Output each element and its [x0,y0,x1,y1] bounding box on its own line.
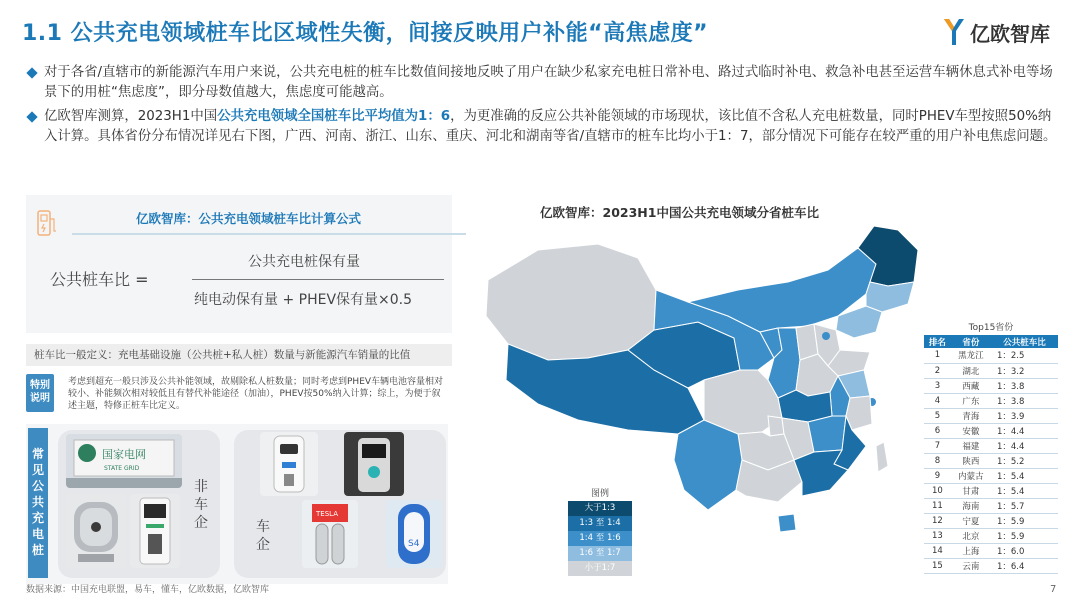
s4-text: S4 [408,539,420,549]
cell-province: 福建 [951,438,991,453]
cell-ratio: 1：3.8 [991,378,1058,393]
legend-item [568,516,632,531]
map-title: 亿欧智库：2023H1中国公共充电领域分省桩车比 [540,205,819,220]
non-automaker-label [192,478,210,532]
table-row [924,408,1058,423]
table-row [924,423,1058,438]
table-row [924,438,1058,453]
ranking-header-row [924,335,1058,348]
state-grid-station-photo [66,434,182,488]
cell-province: 安徽 [951,423,991,438]
ranking-table [924,320,1058,574]
province-hainan [778,514,796,532]
cell-ratio: 1：3.9 [991,408,1058,423]
formula-denominator: 纯电动保有量 + PHEV保有量×0.5 [194,292,413,308]
cell-ratio: 1：2.5 [991,348,1058,363]
cell-rank: 8 [924,453,951,468]
cell-province: 陕西 [951,453,991,468]
province-jiangxi [808,416,846,452]
automaker-label-text: 车企 [256,519,270,553]
state-grid-sign-en: STATE GRID [104,465,140,472]
table-row [924,483,1058,498]
province-taiwan [876,442,888,472]
province-yunnan [674,420,742,510]
cell-ratio: 1：5.9 [991,528,1058,543]
cell-rank: 3 [924,378,951,393]
special-text: 考虑到超充一般只涉及公共补能领域，故剔除私人桩数量；同时考虑到PHEV车辆电池容量相对较小、补能频次相对较低且有替代补能途径（加油），PHEV按50%纳入计算；综上，为便于叙述主题，特修正桩车比定义。 [68,377,444,411]
bullet-list [28,63,1058,151]
province-hubei [778,390,832,422]
cell-province: 云南 [951,558,991,573]
cell-rank: 6 [924,423,951,438]
legend-item [568,561,632,576]
charger-type-label [28,428,48,578]
data-source: 数据来源：中国充电联盟，易车，懂车，亿欧数据，亿欧智库 [26,585,270,595]
table-row [924,543,1058,558]
definition-text: 桩车比一般定义：充电基础设施（公共桩+私人桩）数量与新能源汽车销量的比值 [26,344,452,366]
dark-charger-photo [344,432,404,496]
ranking-grid [924,335,1058,574]
legend-label: 大于1:3 [584,503,616,513]
legend-item [568,546,632,561]
cell-province: 青海 [951,408,991,423]
nio-charger-photo [260,432,318,496]
state-grid-sign-text: 国家电网 [102,448,146,461]
logo-mark-icon [942,17,966,47]
cell-rank: 1 [924,348,951,363]
cell-rank: 13 [924,528,951,543]
special-tag [26,374,54,412]
table-row [924,513,1058,528]
table-row [924,453,1058,468]
cell-ratio: 1：3.8 [991,393,1058,408]
public-charger-photo [130,494,180,568]
formula-panel [26,195,452,333]
charger-type-label-text: 常见公共充电桩 [32,447,45,557]
bullet-text: ，为更准确的反应公共补能领域的市场现状，该比值不含私人充电桩数量，同时PHEV车型按照50%纳入计算。具体省份分布情况详见右下图，广西、河南、浙江、山东、重庆、河北和湖南等省/直辖市的桩车比均小于1：7，部分情况下可能存在较严重的用户补电焦虑问题。 [44,109,1057,144]
cell-rank: 2 [924,363,951,378]
tesla-text: TESLA [316,510,338,518]
tesla-supercharger-photo [302,500,358,568]
cell-rank: 14 [924,543,951,558]
special-note [26,372,452,418]
fraction-bar [192,279,444,280]
cell-province: 黑龙江 [951,348,991,363]
formula-divider [72,233,466,235]
cell-province: 海南 [951,498,991,513]
cell-ratio: 1：5.2 [991,453,1058,468]
cell-province: 北京 [951,528,991,543]
cell-ratio: 1：4.4 [991,438,1058,453]
bullet-item [28,107,1058,147]
cell-rank: 10 [924,483,951,498]
table-row [924,558,1058,573]
legend-title: 图例 [590,489,609,499]
automaker-label [254,518,272,554]
china-province-map [478,220,918,580]
brand-name: 亿欧智库 [970,21,1050,46]
cell-rank: 15 [924,558,951,573]
cell-ratio: 1：6.4 [991,558,1058,573]
legend-item [568,501,632,516]
map-legend [568,486,632,576]
province-jilin [866,282,914,312]
province-chongqing [768,416,784,436]
special-tag-label: 特别说明 [30,380,50,404]
header-ratio: 公共桩车比 [991,335,1058,348]
legend-label: 小于1:7 [584,563,616,573]
charger-icon [36,207,58,239]
header-province: 省份 [951,335,991,348]
cell-province: 湖北 [951,363,991,378]
legend-label: 1:6 至 1:7 [579,548,621,558]
cell-ratio: 1：5.7 [991,498,1058,513]
cell-rank: 7 [924,438,951,453]
non-automaker-label-text: 非车企 [194,479,208,531]
cell-province: 西藏 [951,378,991,393]
table-row [924,378,1058,393]
wall-charger-photo [66,494,126,568]
cell-ratio: 1：5.9 [991,513,1058,528]
legend-item [568,531,632,546]
bullet-highlight: 公共充电领域全国桩车比平均值为1：6 [217,109,451,124]
cell-province: 广东 [951,393,991,408]
table-row [924,393,1058,408]
bullet-text: 亿欧智库测算，2023H1中国 [44,109,218,124]
s4-charger-photo [386,500,442,568]
cell-rank: 9 [924,468,951,483]
cell-ratio: 1：4.4 [991,423,1058,438]
table-row [924,363,1058,378]
table-row [924,348,1058,363]
formula-lhs: 公共桩车比 = [50,270,149,289]
cell-ratio: 1：3.2 [991,363,1058,378]
province-xinjiang [486,244,656,360]
cell-rank: 5 [924,408,951,423]
cell-province: 内蒙古 [951,468,991,483]
cell-rank: 4 [924,393,951,408]
legend-label: 1:4 至 1:6 [579,533,621,543]
cell-rank: 11 [924,498,951,513]
cell-ratio: 1：5.4 [991,468,1058,483]
cell-ratio: 1：6.0 [991,543,1058,558]
header-rank: 排名 [924,335,951,348]
page-number: 7 [1050,584,1057,595]
table-row [924,528,1058,543]
brand-logo [942,14,1050,50]
bullet-item [28,63,1058,103]
table-row [924,498,1058,513]
bullet-text: 对于各省/直辖市的新能源汽车用户来说，公共充电桩的桩车比数值间接地反映了用户在缺少私家充电桩日常补电、路过式临时补电、救急补电甚至运营车辆休息式补电等场景下的用桩“焦虑度”，即分母数值越大，焦虑度可能越高。 [44,65,1053,100]
ranking-title: Top15省份 [968,323,1014,333]
province-beijing [822,332,830,340]
table-row [924,468,1058,483]
page-title: 1.1 公共充电领域桩车比区域性失衡，间接反映用户补能“高焦虑度” [22,21,709,46]
legend-label: 1:3 至 1:4 [579,518,621,528]
cell-province: 上海 [951,543,991,558]
cell-ratio: 1：5.4 [991,483,1058,498]
formula-title: 亿欧智库：公共充电领域桩车比计算公式 [136,211,362,226]
formula-numerator: 公共充电桩保有量 [248,254,360,270]
cell-province: 甘肃 [951,483,991,498]
cell-province: 宁夏 [951,513,991,528]
cell-rank: 12 [924,513,951,528]
